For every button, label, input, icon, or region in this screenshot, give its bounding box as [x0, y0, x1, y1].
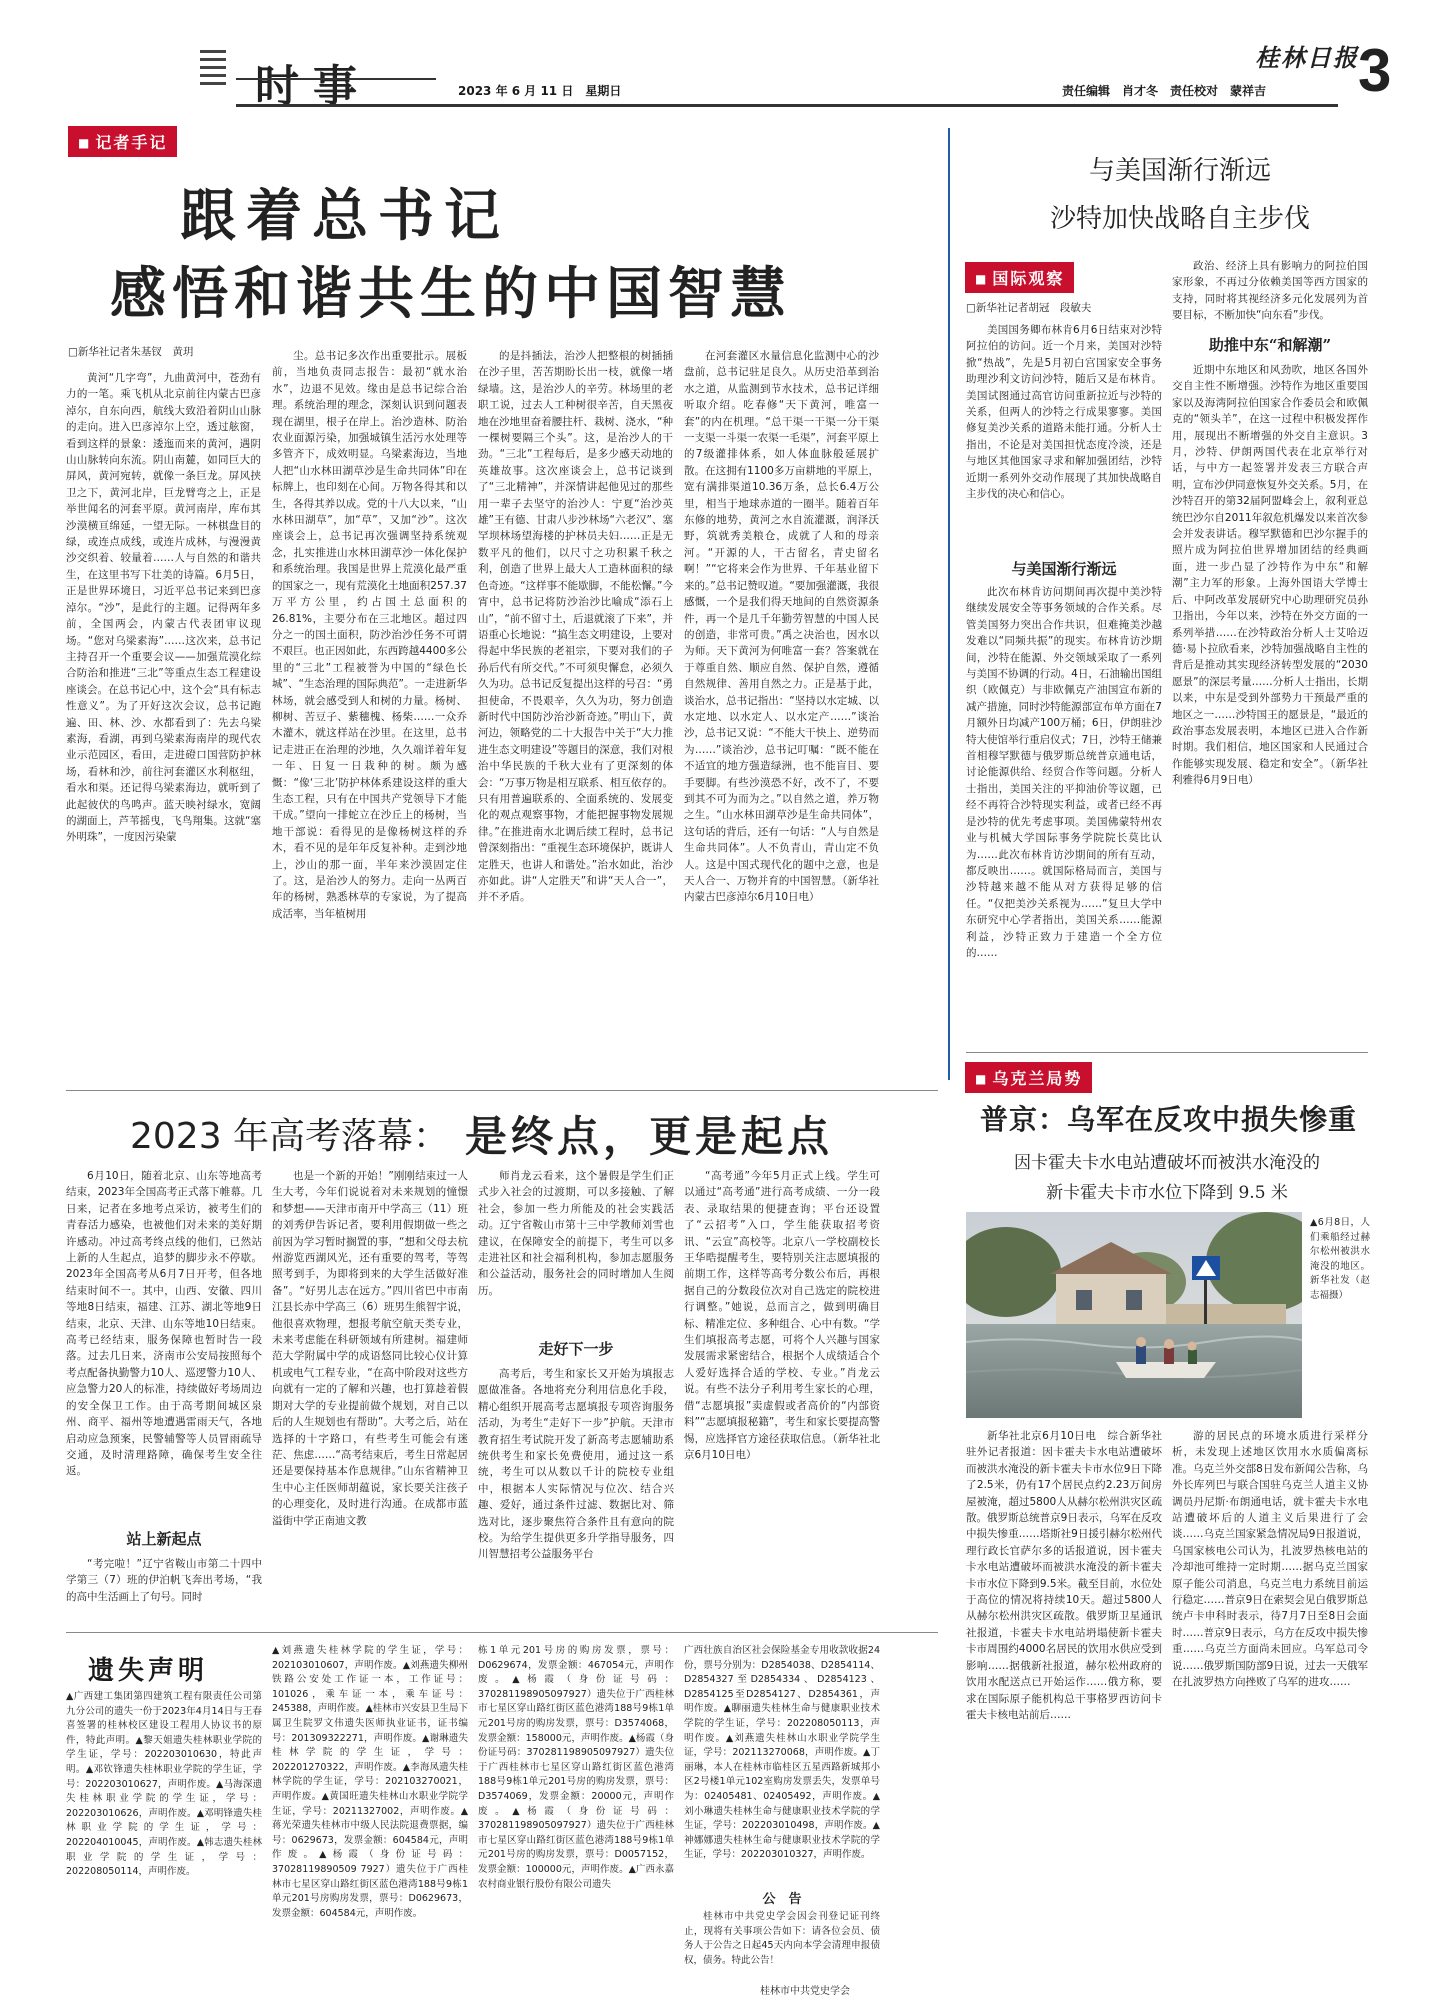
gaokao-column-3: 师肖龙云看来，这个暑假是学生们正式步入社会的过渡期，可以多接触、了解社会，参加一些力所能及的社会实践活动。辽宁省鞍山市第十三中学教师刘雪也建议，在保障安全的前提下，考生可以多走进社区和社会福利机构，参加志愿服务和公益活动，服务社会的同时增加人生阅历。	[478, 1170, 674, 1297]
feature-column-3: 的是抖插法，治沙人把整根的树插插在沙子里，苦苦期盼长出一枝，就像一堵绿墙。这，是治沙人的辛劳。林场里的老职工说，过去人工种树很辛苦，自天黑夜地在沙地里奋着腰拄杆、栽树、浇水，“种一棵树要隔三个头”。这，是治沙人的干劲。“三北”工程每后，是多少感天动地的英雄故事。这次座谈会上，总书记谈到了“三北精神”，并深情讲起他见过的那些用一辈子去坚守的治沙人：宁夏“治沙英雄”王有德、甘肃八步沙林场“六老汉”、塞罕坝林场望海楼的护林员夫妇……正是无数平凡的他们，以尺寸之功积累千秋之利，创造了世界上最大人工造林面积的绿色奇迹。“这样事不能歇脚，不能松懈。”今宵中，总书记将防沙治沙比喻成“添石上山”，“前不留寸土，后退就滚了下来”，并语重心长地说：“搞生态文明建设，上要对得起中华民族的老祖宗，下要对我们的子孙后代有所交代。”不可须臾懈怠，必须久久为功。总书记反复提出这样的号召：“勇担使命，不畏艰辛，久久为功，努力创造新时代中国防沙治沙新奇迹。”明山下，黄河边，领略党的二十大报告中关于“大力推进生态文明建设”等题目的深意，我们对根治中华民族的千秋大业有了更深刻的体会：“万事万物是相互联系、相互依存的。只有用普遍联系的、全面系统的、发展变化的观点观察事物，才能把握事物发展规律。”在推进南水北调后续工程时，总书记曾深刻指出：“重视生态环境保护，既讲人定胜天，也讲人和谐处。”治水如此，治沙亦如此。讲“人定胜天”和讲“天人合一”，并不矛盾。	[478, 350, 673, 904]
feature-column-2: 尘。总书记多次作出重要批示。展板前，当地负责同志报告：最初“就水治水”，边退不见效。缘由是总书记综合治理。系统治理的理念，深刻认识到问题表现在湖里，根子在岸上。治沙造林、防治农业面源污染，加强城镇生活污水处理等多管齐下，成效明显。乌梁素海边，当地人把“山水林田湖草沙是生命共同体”印在标牌上，也印刻在心间。万物各得其和以生，各得其养以成。党的十八大以来，“山水林田湖草”，加“草”，又加“沙”。这次座谈会上，总书记再次强调坚持系统观念，扎实推进山水林田湖草沙一体化保护和系统治理。我国是世界上荒漠化最严重的国家之一，现有荒漠化土地面积257.37万平方公里，约占国土总面积的26.81%，主要分布在三北地区。超过四分之一的国土面积，防沙治沙任务不可谓不艰巨。也正因如此，东西跨越4400多公里的“三北”工程被誉为中国的“绿色长城”、“生态治理的国际典范”。一走进新华林场，就会感受到人和树的力量。杨树、柳树、苦豆子、紫穗槐、杨柴……一众乔木灌木，就这样站在沙里。在这里，总书记走进正在治理的沙地，久久端详着年复一年、日复一日栽种的树。颇为感慨：“像‘三北’防护林体系建设这样的重大生态工程，只有在中国共产党领导下才能干成。”望向一排蛇立在沙丘上的杨树，当地干部说：看得见的是像杨树这样的乔木，看不见的是年年反复补种。走到沙地上，沙山的那一面，半年来沙漠固定住了。这，是治沙人的努力。走向一丛两百年的杨树，熟悉林草的专家说，为了提高成活率，当年植树用	[272, 350, 467, 920]
feature-column-1: 黄河“几字弯”，九曲黄河中，苍劲有力的一笔。乘飞机从北京前往内蒙古巴彦淖尔，自东向西，航线大致沿着阴山山脉的走向。进入巴彦淖尔上空，透过舷窗，看到这样的景象：逶迤而来的黄河，遇阴山山脉转向东流。阴山南麓，如同巨大的屏风，黄河宛转，就像一条巨龙。屏风挟卫之下，黄河北岸，巨龙臂弯之上，正是举世闻名的河套平原。黄河南岸，库布其沙漠横亘绵延，一望无际。一林棋盘目的绿，或连点成线，或连片成林，与漫漫黄沙交织着、较量着……人与自然的和谐共生，在这里书写下壮美的诗篇。6月5日，正是世界环境日，习近平总书记来到巴彦淖尔。“沙”，是此行的主题。记得两年多前，全国两会，内蒙古代表团审议现场。“您对乌梁素海”……这次来，总书记主持召开一个重要会议——加强荒漠化综合防治和推进“三北”等重点生态工程建设座谈会。在总书记心中，这个会“具有标志性意义”。为了开好这次会议，总书记跑遍、田、林、沙、水都看到了：先去乌梁素海，看湖，再到乌梁素海南岸的现代农业示范园区，看田，走进磴口国营防护林场，看林和沙，前往河套灌区水利枢纽，看水和渠。还记得乌梁素海边，就听到了此起彼伏的鸟鸣声。蓝天映衬绿水，宽阔的湖面上，芦苇摇曳，飞鸟翔集。这就“塞外明珠”，一度因污染蒙	[66, 372, 261, 844]
public-notice-signature: 桂林市中共党史学会	[760, 1986, 850, 1997]
ukraine-subtitle-2: 新卡霍夫卡市水位下降到 9.5 米	[1046, 1183, 1288, 1203]
page-number: 3	[1358, 37, 1392, 104]
newspaper-name: 桂林日报	[1255, 43, 1359, 72]
editors-line: 责任编辑 肖才冬 责任校对 蒙祥吉	[1062, 84, 1267, 98]
saudi-subhead-1: 与美国渐行渐远	[1011, 560, 1117, 578]
gaokao-column-2: 也是一个新的开始！”刚刚结束过一人生大考，今年们说说着对未来规划的憧憬和梦想——天津市南开中学高三（11）班的刘秀伊告诉记者，要利用假期做一些之前因为学习暂时搁置的事，“想和父母去杭州游览西湖风光，还有重要的驾考，等驾照考到手，为即将到来的大学生活做好准备”。“好男儿志在远方。”四川省巴中市南江县长赤中学高三（6）班男生熊智宇说，他很喜欢物理，想报考航空航天类专业，未来考虑能在科研领域有所建树。福建师范大学附属中学的成语悠同比较心仪计算机或电气工程专业，“在高中阶段对这些方向就有一定的了解和兴趣，也打算趁着假期对大学的专业提前做个规划，对自己以后的人生规划也有帮助”。大考之后，站在选择的十字路口，有些考生可能会有迷茫、焦虑……“高考结束后，考生日常起居还是要保持基本作息规律。”山东省精神卫生中心主任医师胡蕴说，家长要关注孩子的心理变化，及时进行沟通。在成都市蓝溢街中学正南迪文教	[272, 1170, 468, 1527]
gaokao-title-prefix: 2023 年高考落幕：	[130, 1116, 450, 1157]
masthead-decoration	[200, 46, 226, 92]
ukraine-column-1: 新华社北京6月10日电 综合新华社驻外记者报道：因卡霍夫卡水电站遭破坏而被洪水淹没的新卡霍夫卡市水位9日下降了2.5米，仍有17个居民点约2.23万间房屋被淹，超过5800人从赫尔松州洪灾区疏散。俄罗斯总统普京9日表示，乌军在反攻中损失惨重……塔斯社9日援引赫尔松州代理行政长官萨尔多的话报道说，因卡霍夫卡水电站遭破坏而被洪水淹没的新卡霍夫卡市水位下降到9.5米。截至目前，水位处于高位的情况将持续10天。超过5800人从赫尔松州洪灾区疏散。俄罗斯卫星通讯社报道，卡霍夫卡水电站坍塌使新卡霍夫卡市周围约4000名居民的饮用水供应受到影响……据俄新社报道，赫尔松州政府的饮用水配送点已开始运作……俄方称，要求在国际原子能机构总干事格罗西访问卡霍夫卡核电站前后……	[966, 1430, 1162, 1721]
gaokao-subhead-2: 走好下一步	[538, 1340, 614, 1358]
section-title: 时事	[255, 61, 371, 112]
lost-notice-column-4: 广西壮族自治区社会保险基金专用收款收据24份，票号分别为：D2854038、D2854114、D2854327至D2854334、D2854123、D2854125至D2854127、D2854361，声明作废。▲聊丽遗失桂林生命与健康职业技术学院的学生证，学号：202208050113，声明作废。▲刘燕遗失桂林山水职业学院学生证，学号：202113270068，声明作废。▲丁丽琳，本人在桂林市临桂区五星西路新城邦小区2号楼1单元102室购房发票丢失，发票单号为：02405481、02405492，声明作废。▲刘小琳遗失桂林生命与健康职业技术学院的学生证，学号：202203010498，声明作废。▲神娜娜遗失桂林生命与健康职业技术学院的学生证，学号：202203010327，声明作废。	[684, 1645, 880, 1861]
gaokao-column-1b: “考完啦！”辽宁省鞍山市第二十四中学第三（7）班的伊泊帆飞奔出考场，“我的高中生活画上了句号。同时	[66, 1558, 262, 1603]
gaokao-subhead-1: 站上新起点	[126, 1530, 202, 1548]
feature-title-line2: 感悟和谐共生的中国智慧	[110, 261, 792, 327]
gaokao-column-4: “高考通”今年5月正式上线。学生可以通过“高考通”进行高考成绩、一分一段表、录取结果的便捷查询；平台还设置了“云招考”入口，学生能获取招考资讯、“云宣”高校等。北京八一学校副校长王华晧提醒考生，要特别关注志愿填报的前期工作，这样等高考分数公布后，再根据自己的分数段位次对自己选定的院校进行调整。”她说，总而言之，做到明确目标、精准定位、多种组合、心中有数。“学生们填报高考志愿，可将个人兴趣与国家发展需求紧密结合，根据个人成绩适合个人爱好选择合适的学校、专业。”肖龙云说。有些不法分子利用考生家长的心理，借“志愿填报”卖虚假或者高价的“内部资料”“志愿填报秘籍”，考生和家长要提高警惕，应选择官方途径获取信息。（新华社北京6月10日电）	[684, 1170, 880, 1461]
public-notice-body: 桂林市中共党史学会因会刊登记证刊终止，现将有关事项公告如下：请各位会员、债务人于公告之日起45天内向本学会清理申报债权，债务。特此公告！	[684, 1911, 880, 1966]
saudi-column-1b: 此次布林肯访问期间再次提中美沙特继续发展安全等事务领域的合作关系。尽管美国努力突出合作共识，但难掩美沙越发难以“同频共振”的现实。布林肯访沙期间，沙特在能源、外交领域采取了一系列与美国不协调的行动。4日，石油输出国组织（欧佩克）与非欧佩克产油国宣布新的减产措施，同时沙特能源部宣布单方面在7月额外日均减产100万桶；6日，伊朗驻沙特大使馆举行重启仪式；7日，沙特王储兼首相穆罕默德与俄罗斯总统普京通电话，讨论能源供给、经贸合作等问题。分析人士指出，美国关注的平抑油价等议题，已经不再符合沙特现实利益，或者已经不再是沙特的优先考虑事项。美国佛蒙特州农业与机械大学国际事务学院院长莫比认为……此次布林肯访沙期间的所有互动，都反映出……。就国际格局而言，美国与沙特越来越不能从对方获得足够的信任。“仅把美沙关系视为……”复旦大学中东研究中心学者指出，美国关系……能源利益，沙特正致力于建造一个全方位的……	[966, 586, 1162, 959]
ukraine-subtitle-1: 因卡霍夫卡水电站遭破坏而被洪水淹没的	[1014, 1153, 1320, 1173]
saudi-column-2b: 近期中东地区和风劲吹，地区各国外交自主性不断增强。沙特作为地区重要国家以及海湾阿拉伯国家合作委员会和欧佩克的“领头羊”，在这一过程中积极发挥作用，展现出不断增强的外交自主意识。3月，沙特、伊朗两国代表在北京举行对话，与中方一起签署并发表三方联合声明，宣布沙伊同意恢复外交关系。5月，在沙特召开的第32届阿盟峰会上，叙利亚总统巴沙尔自2011年叙危机爆发以来首次参会并发表讲话。穆罕默德和巴沙尔握手的照片成为阿拉伯世界增加团结的经典画面，进一步凸显了沙特作为中东“和解潮”主力军的形象。上海外国语大学博士后、中阿改革发展研究中心助理研究员孙卫指出，今年以来，沙特在外交方面的一系列举措……在沙特政治分析人士艾哈迈德·易卜拉欣看来，沙特加强战略自主性的背后是推动其实现经济转型发展的“2030愿景”的深层考量……分析人士指出，长期以来，中东是受到外部势力干预最严重的地区之一……沙特国王的愿景是，“最近的政治事态发展表明，本地区已进入合作新时期。我们相信，地区国家和人民通过合作能够实现发展、稳定和安全”。（新华社利雅得6月9日电）	[1172, 364, 1368, 787]
ukraine-tag: ■ 乌克兰局势	[965, 1062, 1092, 1093]
lost-notice-column-2: ▲刘燕遗失桂林学院的学生证，学号：202103010607，声明作废。▲刘燕遗失柳州铁路公安处工作证一本，工作证号：101026，乘车证一本，乘车证号：245388，声明作废。▲桂林市兴安县卫生局下属卫生院罗文伟遗失医师执业证书，证书编号：201309322271，声明作废。▲谢琳遗失桂林学院的学生证，学号：202201270322，声明作废。▲李海凤遗失桂林学院的学生证，学号：202103270021，声明作废。▲黄国旺遗失桂林山水职业学院学生证，学号：20211327002，声明作废。▲蒋光荣遗失桂林市中级人民法院退费票据，编号：0629673，发票金额：604584元，声明作废。▲杨霞（身份证号码：37028119890509 7927）遗失位于广西桂林市七星区穿山路红街区蓝色港湾188号9栋1单元201号房购房发票，票号：D0629673，发票金额：604584元，声明作废。	[272, 1645, 468, 1919]
gaokao-column-3b: 高考后，考生和家长又开始为填报志愿做准备。各地将充分利用信息化手段，精心组织开展高考志愿填报专项咨询服务活动，为考生“走好下一步”护航。天津市教育招生考试院开发了新高考志愿辅助系统供考生和家长免费使用，通过这一系统，考生可以从数以千计的院校专业组中，根据本人实际情况与位次、结合兴趣、爱好，通过条件过滤、数据比对、筛选对比，逐步聚焦符合条件且有意向的院校。为给学生提供更多升学指导服务，四川智慧招考公益服务平台	[478, 1368, 674, 1561]
lost-notice-column-3: 栋1单元201号房的购房发票，票号：D0629674，发票金额：467054元，声明作废。▲杨霞（身份证号码：370281198905097927）遗失位于广西桂林市七星区穿山路红街区蓝色港湾188号9栋1单元201号房的购房发票，票号：D3574068，发票金额：158000元，声明作废。▲杨霞（身份证号码：370281198905097927）遗失位于广西桂林市七星区穿山路红街区蓝色港湾188号9栋1单元201号房的购房发票，票号：D3574069，发票金额：20000元，声明作废。▲杨霞（身份证号码：370281198905097927）遗失位于广西桂林市七星区穿山路红街区蓝色港湾188号9栋1单元201号房的购房发票，票号：D0057152，发票金额：100000元，声明作废。▲广西永嘉农村商业银行股份有限公司遗失	[478, 1645, 674, 1890]
saudi-tag: ■ 国际观察	[965, 262, 1074, 293]
saudi-byline: □新华社记者胡冠 段敏夫	[966, 302, 1092, 314]
feature-tag: ■ 记者手记	[68, 126, 177, 157]
lost-notice-column-1: ▲广西建工集团第四建筑工程有限责任公司第九分公司的遗失一份于2023年4月14日与王春喜签署的桂林校区建设工程用人协议书的原件，特此声明。▲黎天姐遗失桂林职业学院的学生证，学号：202203010630，特此声明。▲邓钦锋遗失桂林职业学院的学生证，学号：202203010627，声明作废。▲马海深遗失桂林职业学院的学生证，学号：202203010626，声明作废。▲邓明锋遗失桂林职业学院的学生证，学号：202204010045，声明作废。▲韩志遗失桂林职业学院的学生证，学号：202208050114，声明作废。	[66, 1691, 262, 1878]
lost-notice-title: 遗失声明	[88, 1656, 209, 1686]
masthead	[0, 0, 1438, 120]
public-notice-title: 公 告	[762, 1892, 802, 1907]
ukraine-title: 普京：乌军在反攻中损失惨重	[980, 1103, 1358, 1136]
feature-byline: □新华社记者朱基钗 黄玥	[68, 346, 194, 358]
feature-column-4: 在河套灌区水量信息化监测中心的沙盘前，总书记驻足良久。从历史沿革到治水之道，从监测到节水技术，总书记详细听取介绍。吃春修“天下黄河，唯富一套”的内在机理。“总干渠一干渠一分干渠一支渠一斗渠一农渠一毛渠”，河套平原上的7级灌排体系，如人体血脉般延展扩散。在这拥有1100多万亩耕地的平原上，宽有满排渠道10.36万条，总长6.4万公里，相当于地球赤道的一圈半。随着百年东修的地势，黄河之水自流灌溉，润泽沃野，筑就秀美粮仓，成就了人和的母亲河。“开源的人，干古留名，青史留名啊！”“它将来会作为世界、千年基业留下来的。”总书记赞叹道。“要加强灌溉，我很感慨，一个是我们得天地间的自然资源条件，再一个是几千年勤劳智慧的中国人民的创造，非常可贵。”禹之决治也，因水以为师。天下黄河为何唯富一套？答案就在于尊重自然、顺应自然、保护自然，遵循自然规律、善用自然之力。正是基于此，谈治水，总书记指出：“坚持以水定城、以水定地、以水定人、以水定产……”谈治沙，总书记又说：“不能大干快上、逆势而为……”谈治沙，总书记叮嘱：“既不能在不适宜的地方强造绿洲，也不能盲目、要手要脚。有些沙漠恐不好，改不了，不要到其不可为而为之。”以自然之道，养万物之生。“山水林田湖草沙是生命共同体”，这句话的背后，还有一句话：“人与自然是生命共同体”。人不负青山，青山定不负人。这是中国式现代化的题中之意，也是天人合一、万物并育的中国智慧。（新华社内蒙古巴彦淖尔6月10日电）	[684, 350, 879, 904]
saudi-title-line1: 与美国渐行渐远	[1088, 156, 1271, 186]
saudi-column-2: 政治、经济上具有影响力的阿拉伯国家形象，不再过分依赖美国等西方国家的支持，同时将其视经济多元化发展列为首要目标，不断加快“向东看”步伐。	[1172, 260, 1368, 322]
saudi-title-line2: 沙特加快战略自主步伐	[1049, 204, 1310, 234]
ukraine-column-2: 游的居民点的环境水质进行采样分析，未发现上述地区饮用水水质偏离标准。乌克兰外交部8日发布新闻公告称，乌外长库列巴与联合国驻乌克兰人道主义协调员丹尼斯·布朗通电话，就卡霍夫卡水电站遭破坏后的人道主义后果进行了会谈……乌克兰国家紧急情况局9日报道说，乌国家核电公司认为，扎波罗热核电站的冷却池可维持一定时期……据乌克兰国家原子能公司消息，乌克兰电力系统目前运行稳定……普京9日在索契会见白俄罗斯总统卢卡申科时表示，待7月7日至8日会面时……普京9日表示，乌方在反攻中损失惨重……乌克兰方面尚未回应。乌军总司令说……俄罗斯国防部9日说，过去一天俄军在扎波罗热方向挫败了乌军的进攻……	[1172, 1430, 1368, 1689]
issue-date: 2023 年 6 月 11 日 星期日	[458, 84, 622, 98]
flood-photo-caption: ▲6月8日，人们乘船经过赫尔松州被洪水淹没的地区。新华社发（赵志福摄）	[1310, 1217, 1370, 1301]
saudi-subhead-2: 助推中东“和解潮”	[1208, 336, 1332, 354]
gaokao-column-1: 6月10日，随着北京、山东等地高考结束，2023年全国高考正式落下帷幕。几日来，记者在多地考点采访，被考生们的青春活力感染，也被他们对未来的美好期许感动。冲过高考终点线的他们，已然站上新的人生起点，追梦的脚步永不停歇。2023年全国高考从6月7日开考，但各地结束时间不一。其中，山西、安徽、四川等地8日结束，福建、江苏、湖北等地9日结束，北京、天津、山东等地10日结束。高考已经结束，服务保障也暂时告一段落。过去几日来，济南市公安局按照每个考点配备执勤警力10人、巡逻警力10人、应急警力20人的标准，持续做好考场周边的安全保卫工作。由于高考期间城区泉州、商平、福州等地遭遇雷雨天气，各地启动应急预案，民警辅警等人员冒雨疏导交通，及时清理路障，确保考生安全往返。	[66, 1170, 262, 1478]
saudi-column-1: 美国国务卿布林肯6月6日结束对沙特阿拉伯的访问。近一个月来，美国对沙特掀“热战”，先是5月初白宫国家安全事务助理沙利文访问沙特，随后又是布林肯。美国试图通过高官访问重新拉近与沙特的关系，但两人的沙特之行成果寥寥。美国修复美沙关系的道路未能打通。分析人士指出，不论是对美国担忧态度冷淡，还是与地区其他国家寻求和解加强团结，沙特近期一系列外交动作展现了其加快战略自主步伐的决心和信心。	[966, 324, 1162, 501]
flood-photo	[966, 1212, 1302, 1418]
gaokao-title-main: 是终点，更是起点	[465, 1112, 834, 1161]
feature-title-line1: 跟着总书记	[180, 183, 510, 249]
